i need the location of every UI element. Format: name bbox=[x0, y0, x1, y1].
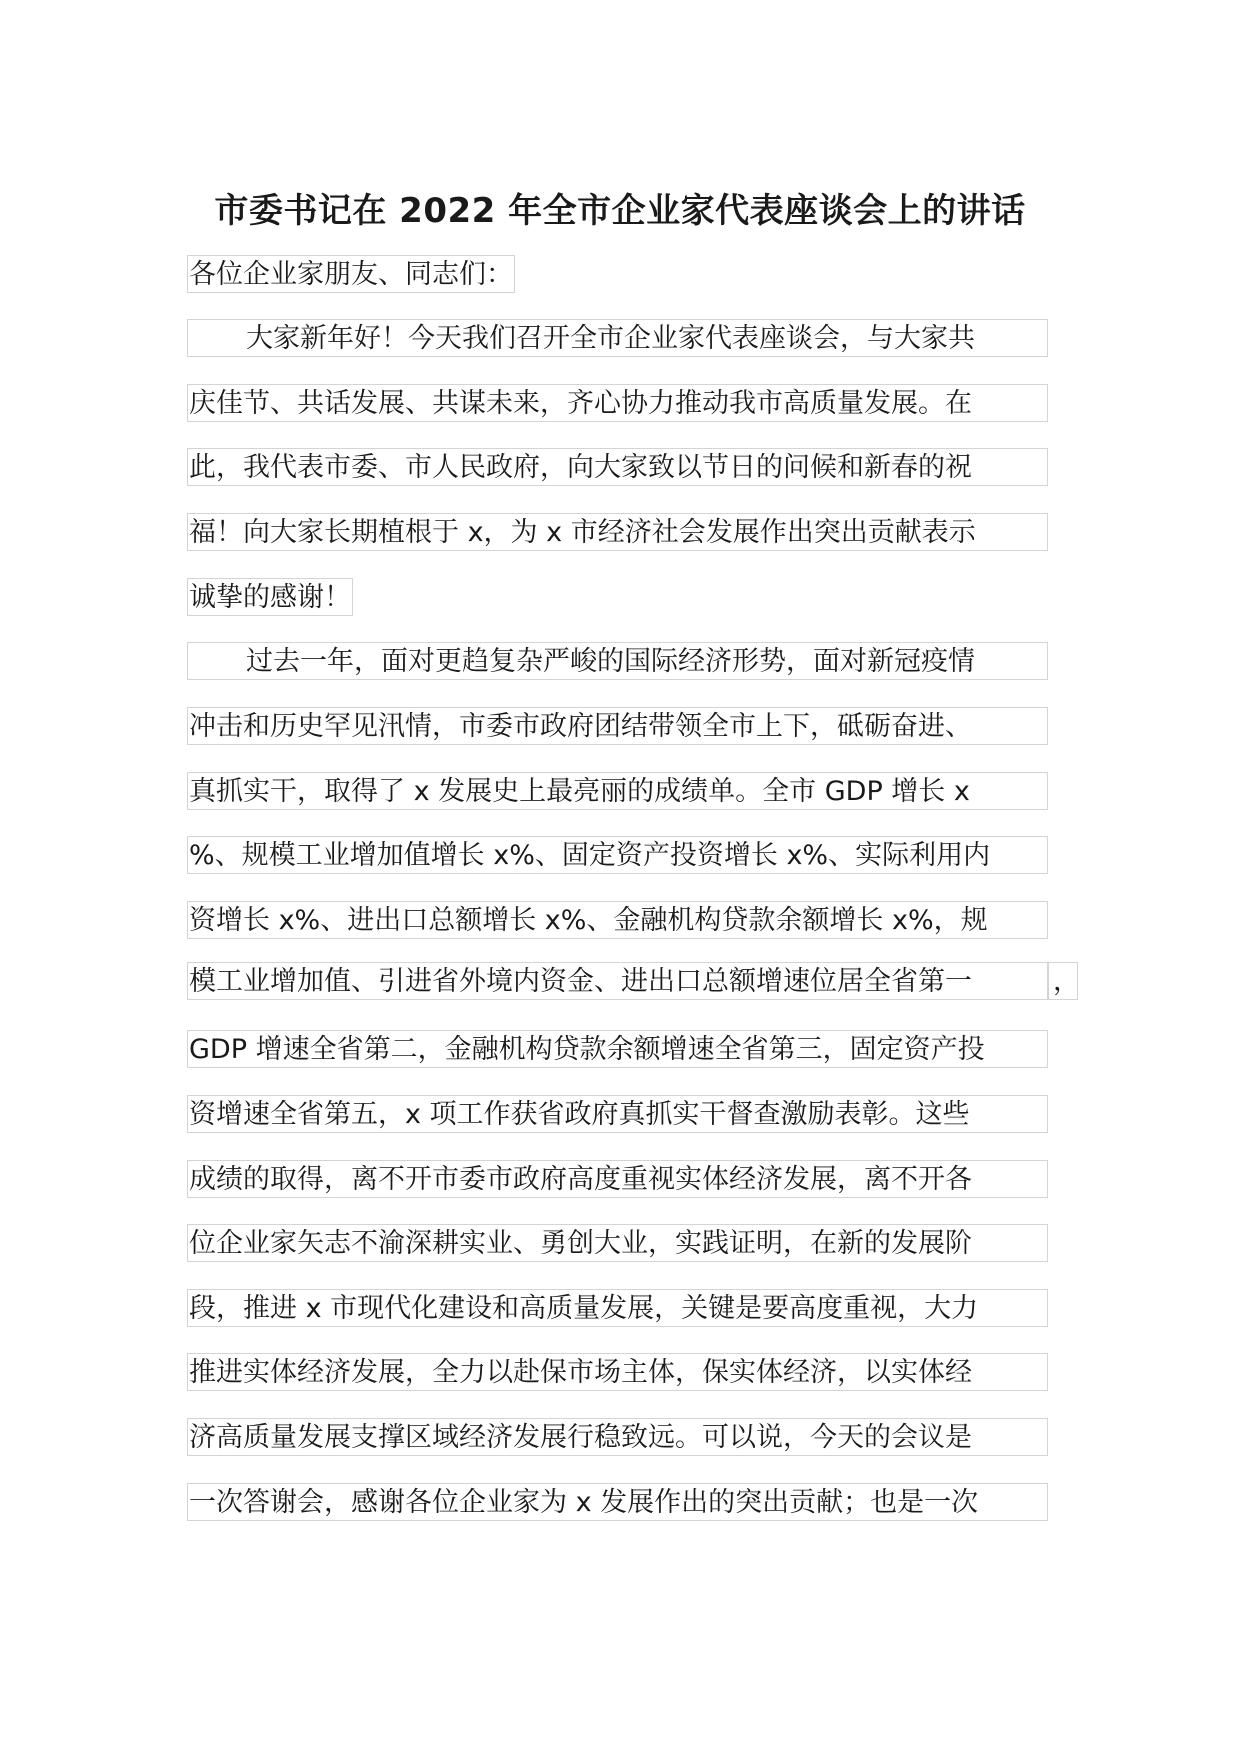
document-title: 市委书记在 2022 年全市企业家代表座谈会上的讲话 bbox=[214, 191, 1026, 231]
text-line: 模工业增加值、引进省外境内资金、进出口总额增速位居全省第一 bbox=[187, 962, 1048, 1000]
text-line: 真抓实干，取得了 x 发展史上最亮丽的成绩单。全市 GDP 增长 x bbox=[187, 772, 1048, 810]
text-line: 福！向大家长期植根于 x，为 x 市经济社会发展作出突出贡献表示 bbox=[187, 513, 1048, 551]
text-line: 推进实体经济发展，全力以赴保市场主体，保实体经济，以实体经 bbox=[187, 1353, 1048, 1391]
text-line: 冲击和历史罕见汛情，市委市政府团结带领全市上下，砥砺奋进、 bbox=[187, 707, 1048, 745]
overflow-comma: ， bbox=[1048, 962, 1078, 1000]
text-line: 资增速全省第五，x 项工作获省政府真抓实干督查激励表彰。这些 bbox=[187, 1095, 1048, 1133]
text-line: 大家新年好！今天我们召开全市企业家代表座谈会，与大家共 bbox=[187, 319, 1048, 357]
text-line: 庆佳节、共话发展、共谋未来，齐心协力推动我市高质量发展。在 bbox=[187, 384, 1048, 422]
text-line: 资增长 x%、进出口总额增长 x%、金融机构贷款余额增长 x%，规 bbox=[187, 901, 1048, 939]
text-line: 位企业家矢志不渝深耕实业、勇创大业，实践证明，在新的发展阶 bbox=[187, 1224, 1048, 1262]
text-line: 成绩的取得，离不开市委市政府高度重视实体经济发展，离不开各 bbox=[187, 1160, 1048, 1198]
text-line: GDP 增速全省第二，金融机构贷款余额增速全省第三，固定资产投 bbox=[187, 1030, 1048, 1068]
salutation: 各位企业家朋友、同志们： bbox=[187, 255, 515, 293]
text-line: 过去一年，面对更趋复杂严峻的国际经济形势，面对新冠疫情 bbox=[187, 642, 1048, 680]
text-line: 诚挚的感谢！ bbox=[187, 578, 353, 616]
text-line: 段，推进 x 市现代化建设和高质量发展，关键是要高度重视，大力 bbox=[187, 1289, 1048, 1327]
text-line: 一次答谢会，感谢各位企业家为 x 发展作出的突出贡献；也是一次 bbox=[187, 1483, 1048, 1521]
text-line: 此，我代表市委、市人民政府，向大家致以节日的问候和新春的祝 bbox=[187, 448, 1048, 486]
text-line: 济高质量发展支撑区域经济发展行稳致远。可以说，今天的会议是 bbox=[187, 1418, 1048, 1456]
text-line: %、规模工业增加值增长 x%、固定资产投资增长 x%、实际利用内 bbox=[187, 836, 1048, 874]
